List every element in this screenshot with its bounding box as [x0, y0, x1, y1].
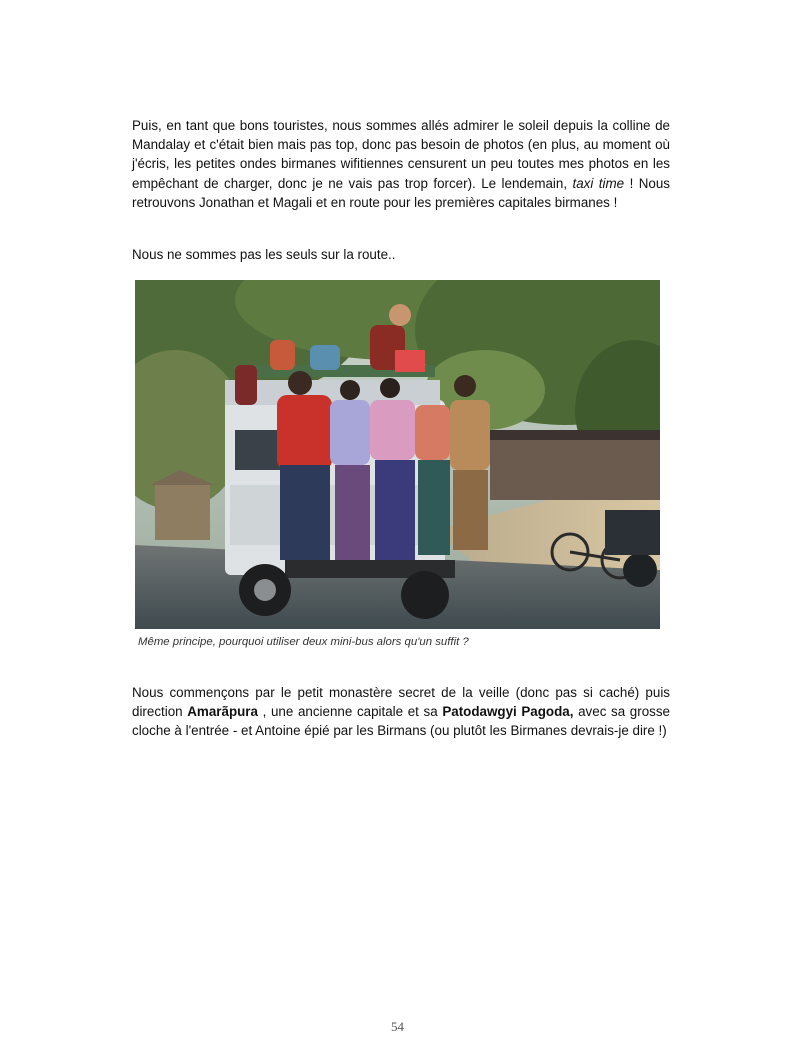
paragraph-intro-text-end: ! Nous retrouvons Jonathan et Magali et en route pour les premières capitales birmanes ! [132, 175, 670, 210]
taxi-time-italic: taxi time [572, 175, 625, 191]
amarapura-bold: Amarãpura [187, 704, 258, 720]
page-number: 54 [391, 1019, 404, 1034]
paragraph-amarapura-part1: Nous commençons par le petit monastère secret de la veille (donc pas si caché) puis direction [132, 685, 670, 720]
paragraph-amarapura [132, 683, 670, 741]
paragraph-intro [132, 116, 670, 212]
paragraph-amarapura-part3: avec sa grosse cloche à l'entrée - et Antoine épié par les Birmans (ou plutôt les Birmanes devrais-je dire !) [132, 704, 671, 739]
paragraph-intro-text: Puis, en tant que bons touristes, nous sommes allés admirer le soleil depuis la colline de Mandalay et c'était bien mais pas top, donc pas besoin de photos (en plus, au moment où j'écris, les petites ondes birmanes wifitiennes censurent un peu toutes mes photos en les empêchant de charger, donc je ne vais pas trop forcer). Le lendemain, [132, 118, 670, 191]
paragraph-road: Nous ne sommes pas les seuls sur la route.. [132, 247, 396, 262]
photo-caption: Même principe, pourquoi utiliser deux mini-bus alors qu'un suffit ? [138, 636, 469, 648]
pagoda-bold: Patodawgyi Pagoda, [442, 704, 574, 720]
paragraph-amarapura-part2: , une ancienne capitale et sa [257, 704, 443, 720]
minibus-photo [135, 280, 660, 629]
